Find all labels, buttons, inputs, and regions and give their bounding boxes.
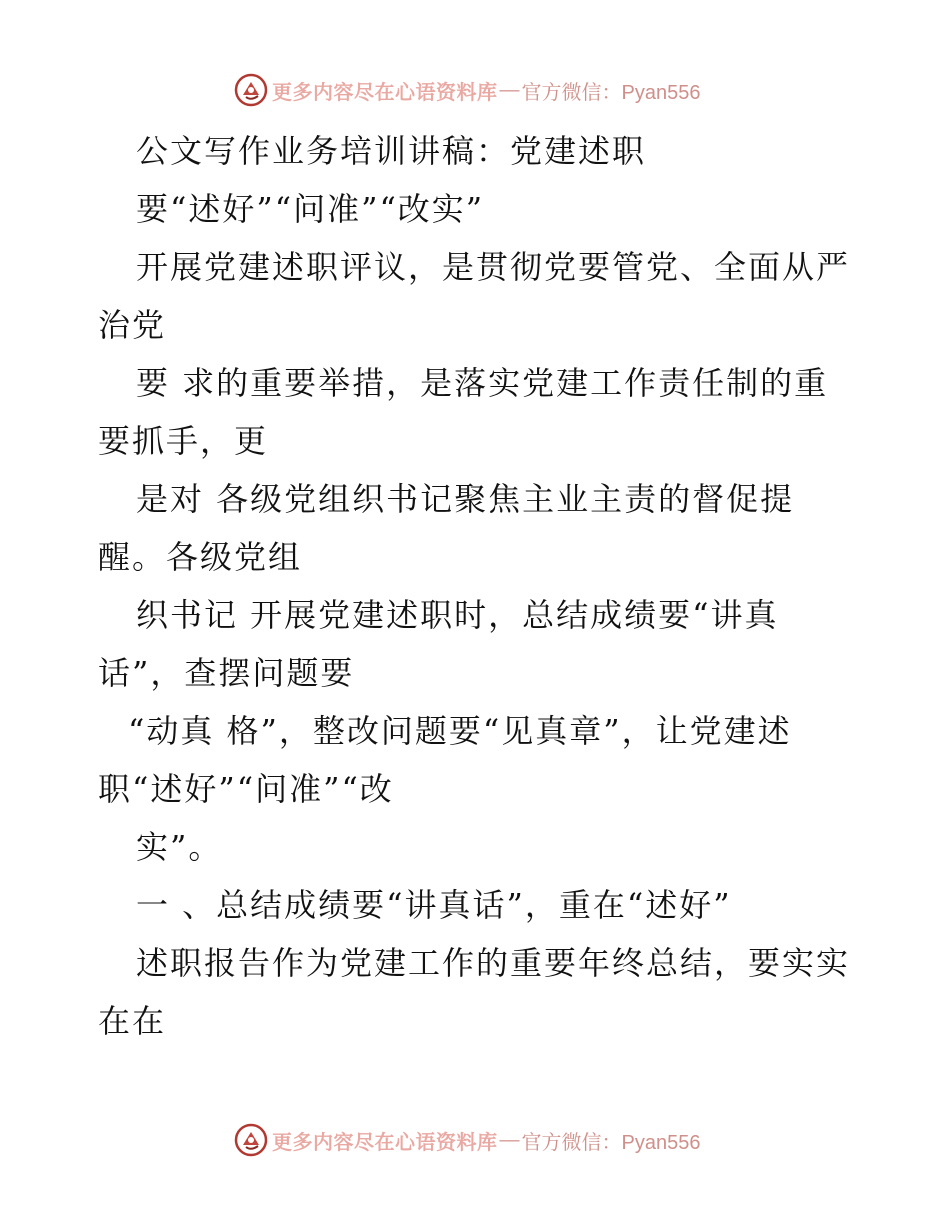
paragraph-line: “动真 格”，整改问题要“见真章”，让党建述 [128, 712, 792, 750]
watermark-separator: — [499, 1128, 520, 1151]
paragraph-line: 开展党建述职评议，是贯彻党要管党、全面从严 [136, 248, 851, 286]
document-title: 公文写作业务培训讲稿：党建述职 [136, 132, 647, 170]
paragraph-line: 是对 各级党组织书记聚焦主业主责的督促提 [136, 480, 795, 518]
paragraph-line: 实”。 [136, 828, 223, 866]
paragraph-line: 醒。各级党组 [98, 538, 303, 576]
document-subtitle: 要“述好”“问准”“改实” [136, 190, 485, 228]
paragraph-line: 织书记 开展党建述职时，总结成绩要“讲真 [136, 596, 779, 634]
watermark-contact: 官方微信：Pyan556 [521, 1131, 701, 1154]
paragraph-line: 职“述好”“问准”“改 [98, 770, 394, 808]
watermark-text: 更多内容尽在心语资料库 [272, 81, 498, 104]
watermark-logo-icon [234, 1123, 268, 1157]
paragraph-line: 话”，查摆问题要 [98, 654, 355, 692]
paragraph-line: 在在 [98, 1002, 167, 1040]
section-heading: 一 、总结成绩要“讲真话”，重在“述好” [136, 886, 732, 924]
watermark-header [234, 72, 700, 108]
watermark-separator: — [499, 78, 520, 101]
watermark-contact: 官方微信：Pyan556 [521, 81, 701, 104]
paragraph-line: 要 求的重要举措，是落实党建工作责任制的重 [136, 364, 829, 402]
watermark-logo-icon [234, 73, 268, 107]
paragraph-line: 述职报告作为党建工作的重要年终总结，要实实 [136, 944, 851, 982]
paragraph-line: 治党 [98, 306, 167, 344]
watermark-text: 更多内容尽在心语资料库 [272, 1131, 498, 1154]
watermark-footer [234, 1122, 700, 1158]
paragraph-line: 要抓手，更 [98, 422, 269, 460]
document-body [98, 122, 858, 1050]
